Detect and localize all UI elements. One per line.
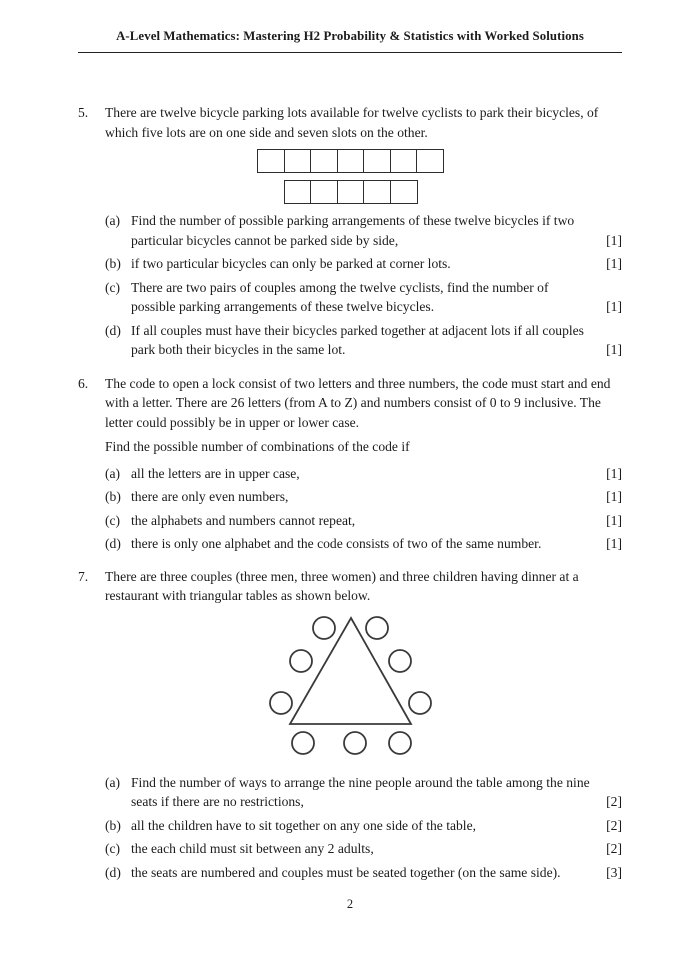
- question-parts: [105, 211, 622, 360]
- part-marks: [1]: [606, 536, 622, 551]
- part-label: (b): [105, 817, 121, 833]
- part-label: (a): [105, 465, 121, 481]
- seat-circle: [389, 732, 411, 754]
- part-marks: [1]: [606, 342, 622, 357]
- question-part: [105, 534, 622, 554]
- triangle-table-svg: [241, 606, 461, 766]
- parking-cell: [416, 149, 444, 173]
- question-part: [105, 863, 622, 883]
- part-marks: [2]: [606, 794, 622, 809]
- question-number: 7.: [78, 568, 89, 584]
- parking-cell: [257, 149, 285, 173]
- question-part: [105, 816, 622, 836]
- question-part: [105, 487, 622, 507]
- part-marks: [2]: [606, 817, 622, 833]
- part-marks: [1]: [606, 465, 622, 481]
- parking-cell: [284, 180, 312, 204]
- question-7: [78, 567, 622, 883]
- part-label: (d): [105, 322, 121, 338]
- seat-circle: [270, 692, 292, 714]
- part-text: there are only even numbers,: [131, 489, 289, 504]
- question-prompt: Find the possible number of combinations of the code if: [105, 439, 410, 454]
- question-intro: There are three couples (three men, three women) and three children having dinner at a restaurant with triangular tables as shown below.: [105, 568, 579, 603]
- part-marks: [1]: [606, 489, 622, 504]
- question-part: [105, 278, 622, 317]
- question-body: [105, 103, 622, 360]
- question-part: [105, 511, 622, 531]
- question-part: [105, 773, 622, 812]
- parking-cell: [363, 149, 391, 173]
- question-body: [105, 567, 622, 883]
- part-label: (c): [105, 279, 121, 295]
- part-text: the seats are numbered and couples must be seated together (on the same side).: [131, 864, 561, 880]
- question-number: 5.: [78, 105, 89, 120]
- question-intro: The code to open a lock consist of two letters and three numbers, the code must start and end with a letter. There are 26 letters (from A to Z) and numbers consist of 0 to 9 inclusive. The letter could possibly be in upper or lower case.: [105, 375, 611, 430]
- question-part: [105, 254, 622, 274]
- parking-cell: [337, 149, 365, 173]
- part-text: the alphabets and numbers cannot repeat,: [131, 512, 356, 528]
- question-parts: [105, 773, 622, 883]
- question-intro: There are twelve bicycle parking lots available for twelve cyclists to park their bicycles, of which five lots are on one side and seven slots on the other.: [105, 105, 599, 140]
- part-marks: [1]: [606, 512, 622, 528]
- question-5: [78, 103, 622, 360]
- question-number: 6.: [78, 375, 89, 391]
- question-part: [105, 211, 622, 250]
- part-marks: [1]: [606, 256, 622, 271]
- triangle-table-diagram: [92, 606, 609, 766]
- part-marks: [2]: [606, 841, 622, 856]
- part-label: (d): [105, 536, 121, 551]
- part-label: (b): [105, 256, 121, 271]
- part-text: If all couples must have their bicycles parked together at adjacent lots if all couples park both their bicycles in the same lot.: [131, 322, 584, 357]
- question-body: [105, 374, 622, 554]
- parking-cell: [390, 149, 418, 173]
- parking-lot-diagram: [92, 149, 609, 204]
- seat-circle: [290, 650, 312, 672]
- part-marks: [1]: [606, 232, 622, 248]
- parking-cell: [310, 180, 338, 204]
- question-part: [105, 839, 622, 859]
- part-text: if two particular bicycles can only be parked at corner lots.: [131, 256, 451, 271]
- part-marks: [1]: [606, 299, 622, 314]
- parking-cell: [310, 149, 338, 173]
- part-label: (d): [105, 864, 121, 880]
- parking-cell: [284, 149, 312, 173]
- part-text: There are two pairs of couples among the twelve cyclists, find the number of possible parking arrangements of these twelve bicycles.: [131, 279, 549, 314]
- part-text: all the letters are in upper case,: [131, 465, 300, 481]
- seat-circle: [292, 732, 314, 754]
- seat-circle: [409, 692, 431, 714]
- part-label: (b): [105, 489, 121, 504]
- parking-row-seven: [257, 149, 444, 173]
- part-label: (c): [105, 512, 121, 528]
- part-label: (a): [105, 213, 121, 228]
- seat-circle: [389, 650, 411, 672]
- part-text: all the children have to sit together on any one side of the table,: [131, 817, 477, 833]
- page-header-title: A-Level Mathematics: Mastering H2 Probability & Statistics with Worked Solutions: [78, 28, 622, 53]
- part-label: (a): [105, 774, 121, 790]
- parking-row-five: [284, 180, 418, 204]
- question-parts: [105, 464, 622, 554]
- part-marks: [3]: [606, 864, 622, 880]
- part-text: the each child must sit between any 2 adults,: [131, 841, 374, 856]
- seat-circle: [344, 732, 366, 754]
- parking-cell: [363, 180, 391, 204]
- seat-circle: [366, 617, 388, 639]
- part-text: Find the number of possible parking arrangements of these twelve bicycles if two particular bicycles cannot be parked side by side,: [131, 213, 575, 248]
- table-triangle: [290, 618, 411, 724]
- question-6: [78, 374, 622, 554]
- parking-cell: [337, 180, 365, 204]
- question-part: [105, 321, 622, 360]
- part-label: (c): [105, 841, 121, 856]
- part-text: there is only one alphabet and the code consists of two of the same number.: [131, 536, 542, 551]
- page-number: 2: [346, 897, 354, 911]
- seat-circle: [313, 617, 335, 639]
- question-part: [105, 464, 622, 484]
- parking-cell: [390, 180, 418, 204]
- part-text: Find the number of ways to arrange the nine people around the table among the nine seats if there are no restrictions,: [131, 774, 590, 809]
